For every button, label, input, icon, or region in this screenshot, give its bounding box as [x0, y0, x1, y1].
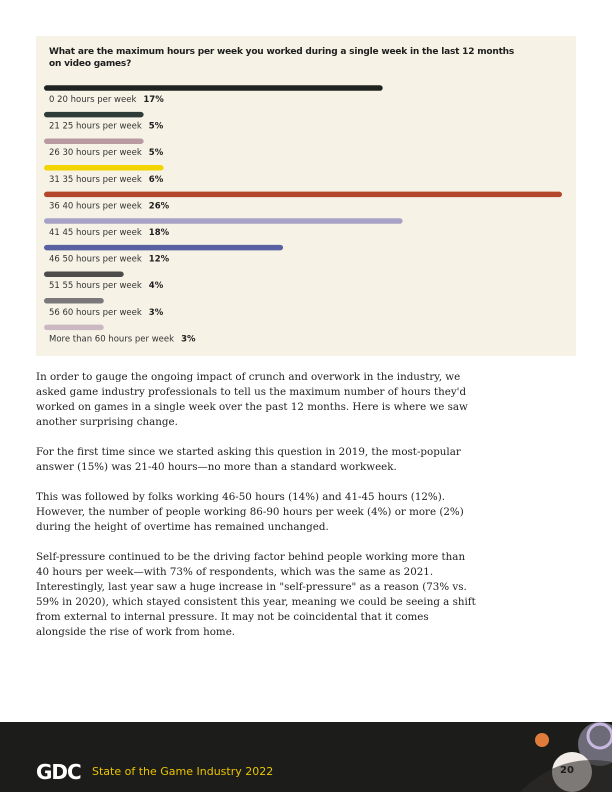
bar-value-label: 3%	[148, 307, 164, 318]
bar-category-label: 0 20 hours per week	[49, 95, 137, 105]
bar-category-label: 51 55 hours per week	[49, 281, 142, 292]
paragraph: Self-pressure continued to be the driving factor behind people working more than 40 hours per week—with 73% of respondents, which was the same as 2021. Interestingly, last year saw a huge increase in "self-pressure" as a reason (73% vs. 59% in 2020), which stayed consistent this year, meaning we could be seeing a shift from external to internal pressure. It may not be coincidental that it comes alongside the rise of work from home.	[36, 551, 476, 638]
footer	[0, 722, 612, 792]
bar-category-label: 46 50 hours per week	[49, 254, 142, 265]
bar	[44, 218, 403, 224]
bar-value-label: 5%	[148, 148, 164, 159]
bar-category-label: 31 35 hours per week	[49, 174, 142, 185]
bar	[44, 192, 562, 198]
page-number: 20	[560, 765, 574, 776]
bar-category-label: 21 25 hours per week	[49, 121, 142, 132]
bar-category-label: More than 60 hours per week	[49, 334, 175, 345]
footer-title: State of the Game Industry 2022	[92, 765, 274, 778]
bar	[44, 298, 104, 304]
bar-category-label: 56 60 hours per week	[49, 307, 142, 318]
bar	[44, 85, 383, 91]
bar-category-label: 26 30 hours per week	[49, 148, 142, 159]
bar-category-label: 36 40 hours per week	[49, 201, 142, 212]
gdc-logo: GDC	[36, 760, 81, 784]
paragraph: For the first time since we started asking this question in 2019, the most-popular answer (15%) was 21-40 hours—no more than a standard workweek.	[36, 446, 461, 473]
bar-value-label: 18%	[148, 228, 170, 238]
bar-value-label: 6%	[148, 174, 164, 185]
bar	[44, 271, 124, 277]
paragraph: In order to gauge the ongoing impact of crunch and overwork in the industry, we asked game industry professionals to tell us the maximum number of hours they'd worked on games in a single week over the past 12 months. Here is where we saw another surprising change.	[36, 371, 468, 428]
bar-chart	[0, 0, 612, 360]
bar-category-label: 41 45 hours per week	[49, 228, 142, 238]
bar	[44, 165, 164, 171]
bar-value-label: 4%	[148, 281, 164, 292]
bar	[44, 138, 144, 144]
bar-value-label: 3%	[181, 334, 196, 345]
footer-decoration	[0, 722, 612, 792]
body-text	[36, 370, 480, 655]
bar	[44, 112, 144, 118]
bar	[44, 325, 104, 331]
bar	[44, 245, 283, 251]
paragraph: This was followed by folks working 46-50 hours (14%) and 41-45 hours (12%). However, the number of people working 86-90 hours per week (4%) or more (2%) during the height of overtime has remained unchanged.	[36, 491, 464, 533]
bar-value-label: 17%	[143, 95, 164, 105]
bar-value-label: 5%	[148, 121, 164, 132]
bar-value-label: 12%	[148, 254, 170, 265]
chart-title: What are the maximum hours per week you worked during a single week in the last 12 months on video games?	[49, 47, 515, 69]
bar-value-label: 26%	[148, 201, 170, 212]
